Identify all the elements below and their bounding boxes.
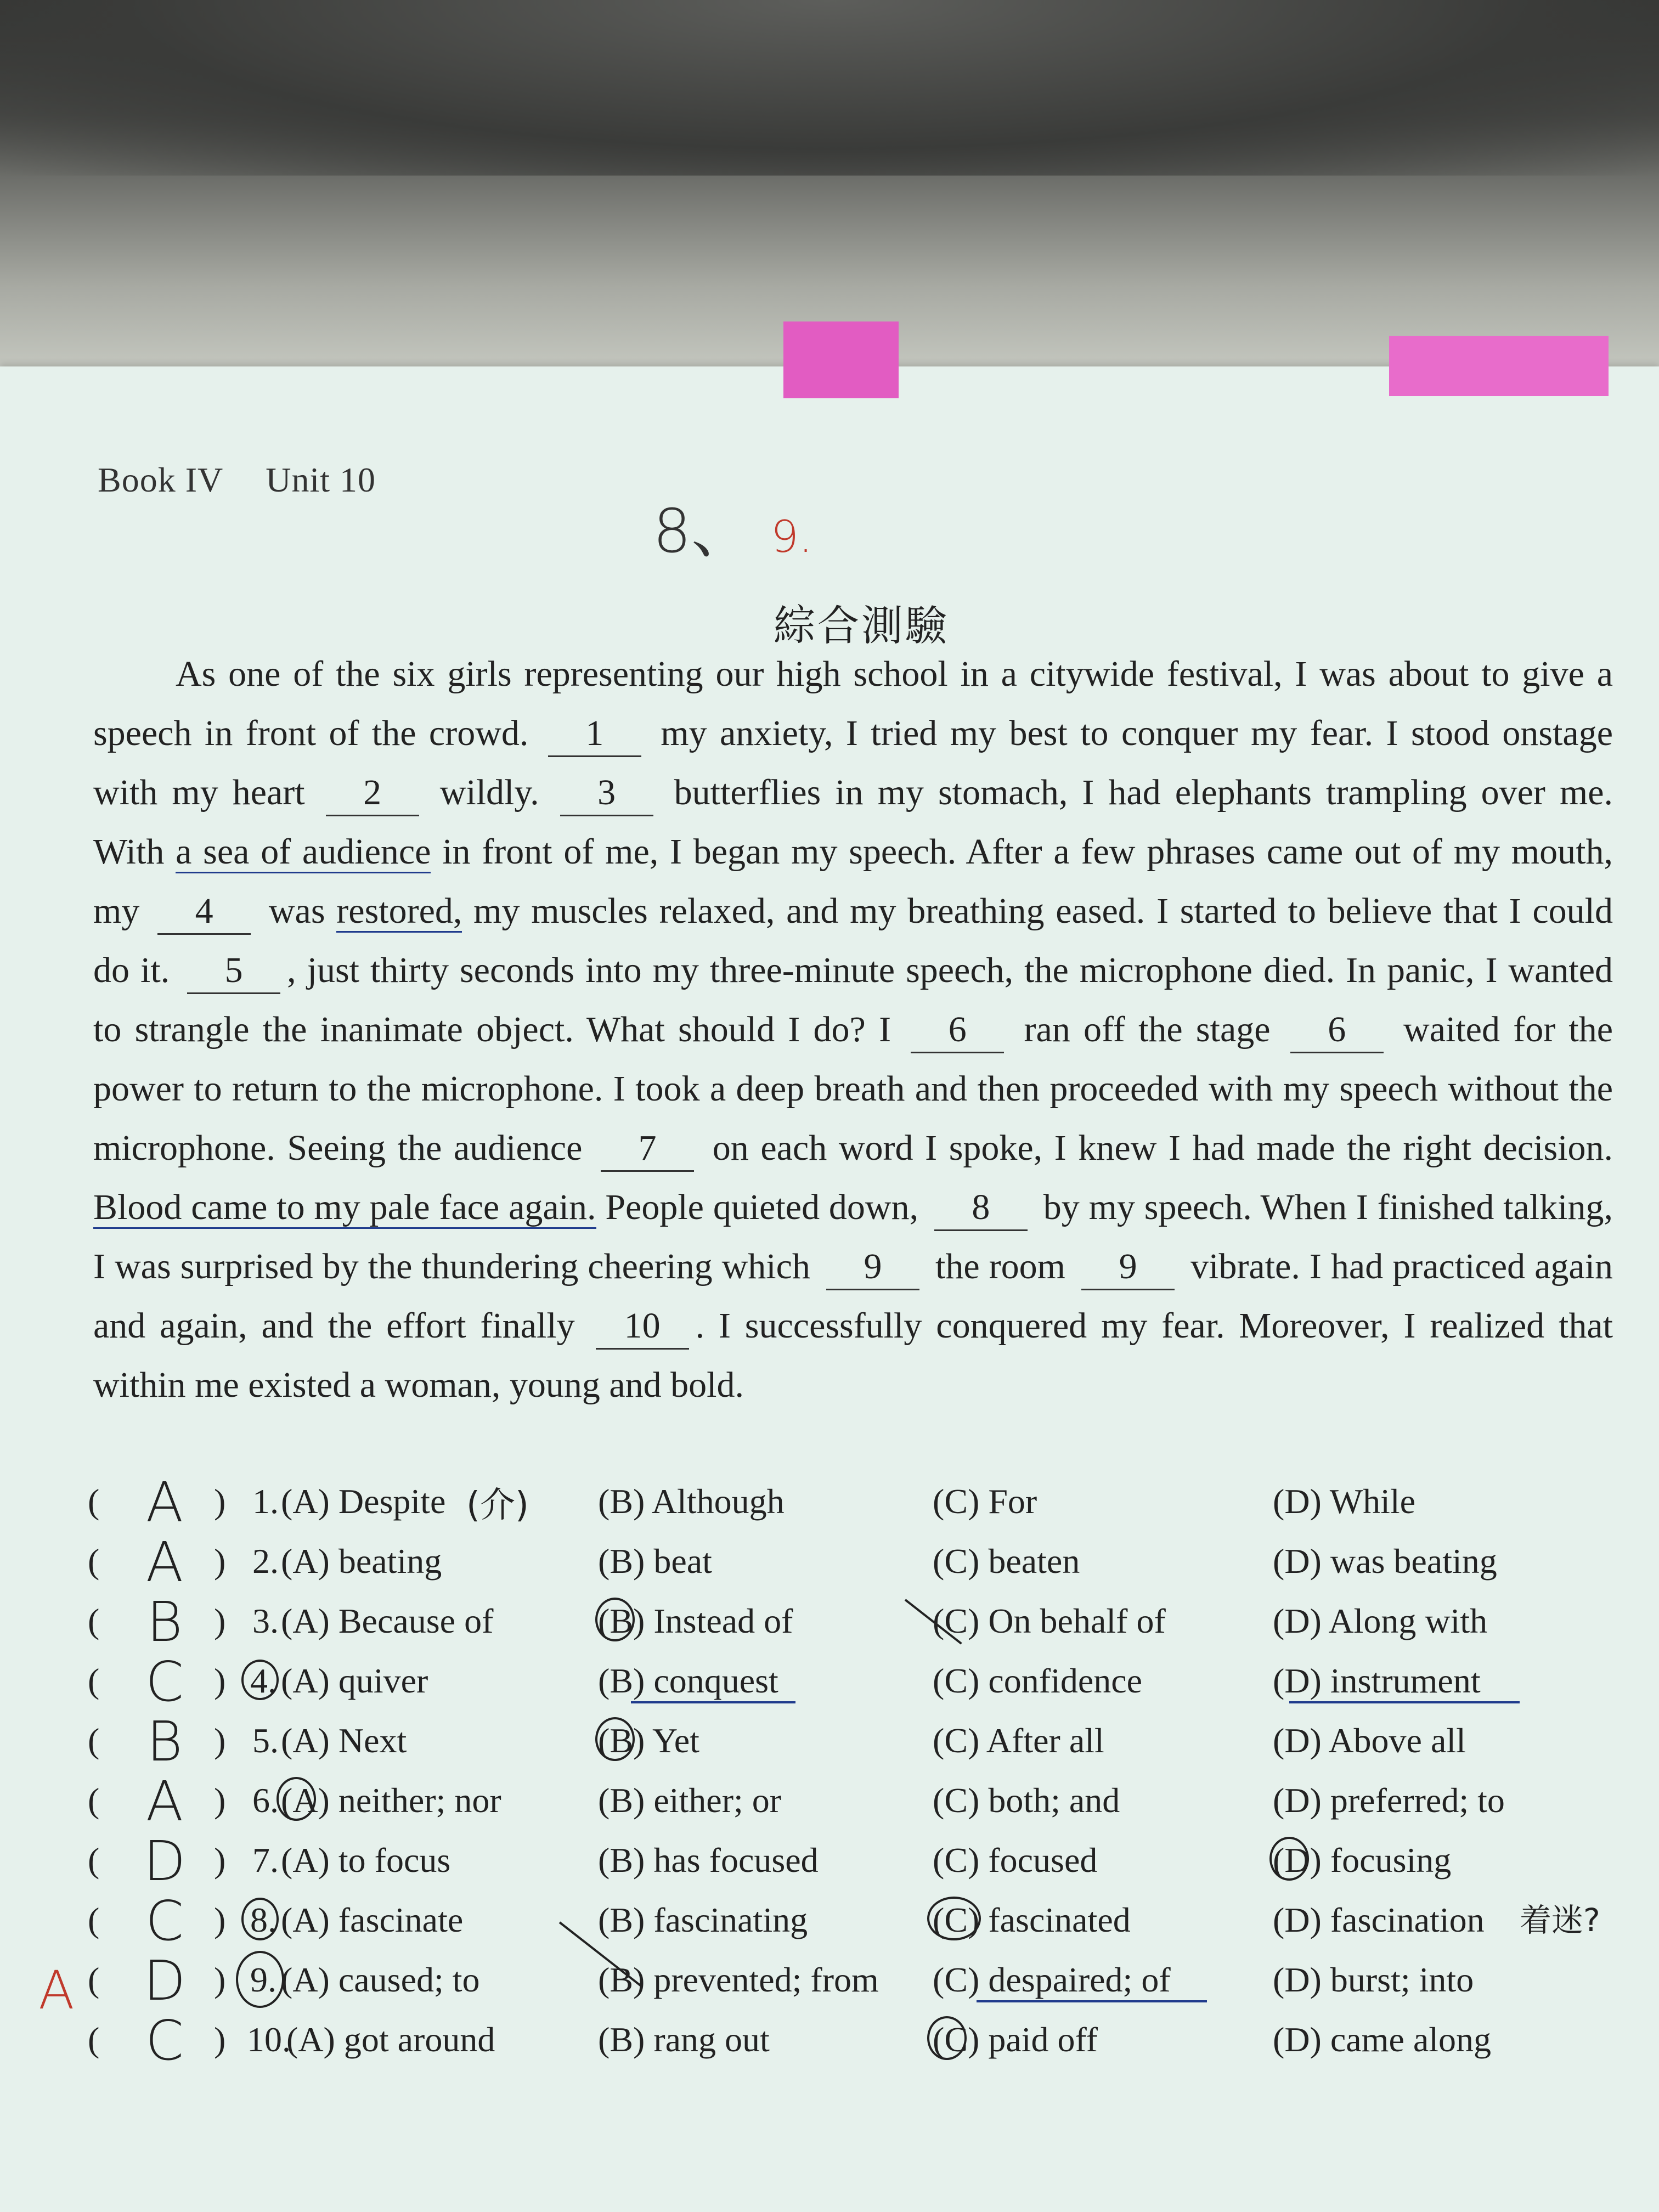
handwritten-page-note	[653, 483, 812, 569]
handwritten-answer: A	[145, 1470, 184, 1534]
handwritten-answer: D	[143, 1829, 186, 1893]
option-b: (B) has focused	[598, 1841, 819, 1880]
blank-2: 2	[326, 771, 419, 816]
option-c: (C) For	[933, 1482, 1037, 1521]
question-row: ( B ) 5. (A) Next (B) Yet (C) After all (D) Above all	[88, 1709, 1466, 1774]
option-a: (A) fascinate	[281, 1900, 464, 1939]
option-d: (D) While	[1273, 1482, 1416, 1521]
question-number: 7.	[252, 1841, 279, 1880]
question-row: ( A ) 1. (A) Despite (介) (B) Although (C) For (D) While	[88, 1470, 1416, 1534]
page-header	[98, 460, 409, 500]
option-b: (B) rang out	[598, 2020, 770, 2059]
question-row: ( C ) 8. (A) fascinate (B) fascinating (C) fascinated (D) fascination 着迷?	[88, 1889, 1600, 1953]
handwritten-note: 着迷?	[1520, 1901, 1600, 1939]
question-number: 8.	[250, 1900, 276, 1939]
question-row: A ( D ) 9. (A) caused; to (B) prevented; from (C) despaired; of (D) burst; into	[88, 1954, 1624, 2014]
option-b: (B) fascinating	[598, 1900, 808, 1939]
option-d: (D) Above all	[1273, 1721, 1466, 1760]
handwritten-underline	[977, 2000, 1207, 2002]
option-d: (D) was beating	[1273, 1542, 1497, 1581]
blank-10: 10	[596, 1304, 689, 1350]
question-number: 6.	[252, 1781, 279, 1820]
option-c: (C) fascinated	[933, 1900, 1131, 1939]
question-number: 2.	[252, 1542, 279, 1581]
book-label: Book IV	[98, 460, 224, 499]
blank-6b: 6	[1290, 1008, 1384, 1053]
blank-8: 8	[934, 1186, 1028, 1231]
question-number: 9.	[250, 1960, 276, 1999]
red-correction: A	[38, 1960, 75, 2021]
option-b: (B) beat	[598, 1542, 712, 1581]
option-b: (B) conquest	[598, 1661, 778, 1700]
passage-text: waited for the power to return to the microphone. I took a deep breath and then proceeded with my speech without the microphone. Seeing the audience	[93, 1009, 1613, 1168]
option-a: (A) Despite	[281, 1482, 446, 1521]
option-d: (D) burst; into	[1273, 1960, 1474, 1999]
passage-text: my muscles relaxed, and my breathing eased. I started to believe that I could do it.	[93, 891, 1613, 990]
blank-9a: 9	[826, 1245, 919, 1290]
handwritten-underline	[631, 1701, 795, 1703]
handwritten-answer: A	[145, 1769, 184, 1833]
passage-text: my anxiety, I tried my best to conquer my fear. I stood onstage with my heart	[93, 713, 1613, 812]
handwritten-answer: A	[145, 1530, 184, 1594]
felt-shadow	[0, 0, 1659, 176]
blank-5: 5	[187, 949, 280, 994]
passage-text: . I successfully conquered my fear. Moreover, I realized that within me existed a woman, young and bold.	[93, 1306, 1613, 1405]
question-row: ( A ) 2. (A) beating (B) beat (C) beaten (D) was beating	[88, 1530, 1497, 1594]
blank-1: 1	[548, 712, 641, 757]
blank-4: 4	[157, 889, 251, 935]
passage-text: People quieted down,	[605, 1187, 919, 1227]
option-d: (D) focusing	[1273, 1841, 1452, 1880]
blank-6a: 6	[911, 1008, 1004, 1053]
passage-text: by my speech. When I finished talking, I was surprised by the thundering cheering which	[93, 1187, 1613, 1286]
option-d: (D) came along	[1273, 2020, 1492, 2059]
passage-text: in front of me, I began my speech. After a few phrases came out of my mouth, my	[93, 832, 1613, 931]
passage-text: butterflies in my stomach, I had elephants trampling over me. With	[93, 772, 1613, 872]
option-a: (A) to focus	[281, 1841, 451, 1880]
blank-7: 7	[601, 1126, 694, 1172]
question-row: ( C ) 4. (A) quiver (B) conquest (C) confidence (D) instrument	[88, 1655, 1624, 1715]
underlined-word: restored,	[336, 891, 462, 933]
question-row: ( B ) 3. (A) Because of (B) Instead of (C) On behalf of (D) Along with	[88, 1590, 1488, 1654]
passage-text: , just thirty seconds into my three-minute speech, the microphone died. In panic, I wanted to strangle the inanimate object. What should I do? I	[93, 950, 1613, 1049]
question-row: ( A ) 6. (A) neither; nor (B) either; or (C) both; and (D) preferred; to	[88, 1769, 1505, 1833]
option-b: (B) either; or	[598, 1781, 782, 1820]
option-b: (B) Yet	[598, 1721, 699, 1760]
passage-text: the room	[935, 1246, 1066, 1286]
blank-9b: 9	[1081, 1245, 1175, 1290]
cloze-passage	[93, 645, 1613, 1415]
underlined-sentence: Blood came to my pale face again.	[93, 1187, 596, 1229]
unit-label: Unit 10	[266, 460, 376, 499]
option-d: (D) instrument	[1273, 1661, 1481, 1700]
question-number: 3.	[252, 1601, 279, 1640]
question-number: 4.	[250, 1661, 276, 1700]
option-a: (A) Because of	[281, 1601, 494, 1640]
question-number: 10.	[247, 2020, 291, 2059]
passage-text: As one of the six girls representing our high school in a citywide festival, I was about to give a speech in front of the crowd.	[93, 654, 1613, 753]
handwritten-answer: B	[146, 1709, 183, 1774]
underlined-phrase: a sea of audience	[176, 832, 431, 873]
option-a: (A) got around	[286, 2020, 495, 2059]
pink-sticky-tab	[1389, 336, 1609, 396]
handwritten-answer: C	[145, 1889, 184, 1953]
question-list	[38, 1470, 1624, 2074]
handwritten-note: (介)	[466, 1485, 529, 1526]
handwritten-answer: B	[146, 1590, 183, 1654]
option-b: (B) prevented; from	[598, 1960, 879, 1999]
passage-text: vibrate. I had practiced again and again, and the effort finally	[93, 1246, 1613, 1346]
passage-text: wildly.	[439, 772, 539, 812]
option-c: (C) both; and	[933, 1781, 1120, 1820]
handwritten-answer: C	[145, 2008, 184, 2073]
question-number: 5.	[252, 1721, 279, 1760]
option-a: (A) quiver	[281, 1661, 428, 1700]
option-c: (C) paid off	[933, 2020, 1098, 2059]
pink-sticky-tab	[783, 321, 899, 398]
blank-3: 3	[560, 771, 653, 816]
passage-text: was	[268, 891, 325, 931]
option-c: (C) despaired; of	[933, 1960, 1171, 1999]
question-row: ( C ) 10. (A) got around (B) rang out (C) paid off (D) came along	[88, 2008, 1492, 2073]
option-a: (A) beating	[281, 1542, 442, 1581]
option-a: (A) caused; to	[281, 1960, 480, 1999]
option-c: (C) After all	[933, 1721, 1104, 1760]
section-title: 綜合測驗	[774, 601, 949, 650]
option-c: (C) confidence	[933, 1661, 1143, 1700]
handwritten-answer: D	[143, 1949, 186, 2013]
passage-text: ran off the stage	[1024, 1009, 1271, 1049]
option-d: (D) Along with	[1273, 1601, 1488, 1640]
option-b: (B) Although	[598, 1482, 785, 1521]
option-a: (A) Next	[281, 1721, 407, 1760]
option-c: (C) focused	[933, 1841, 1098, 1880]
option-c: (C) On behalf of	[933, 1601, 1166, 1640]
option-b: (B) Instead of	[598, 1601, 793, 1640]
question-number: 1.	[252, 1482, 279, 1521]
option-c: (C) beaten	[933, 1542, 1080, 1581]
handwritten-red-number: 9.	[770, 511, 813, 562]
question-row: ( D ) 7. (A) to focus (B) has focused (C) focused (D) focusing	[88, 1829, 1452, 1893]
handwritten-answer: C	[145, 1650, 184, 1714]
option-a: (A) neither; nor	[281, 1781, 501, 1820]
option-d: (D) fascination	[1273, 1900, 1485, 1939]
handwritten-number: 8、	[653, 496, 752, 566]
handwritten-underline	[1289, 1701, 1520, 1703]
passage-text: on each word I spoke, I knew I had made the right decision.	[712, 1128, 1613, 1168]
option-d: (D) preferred; to	[1273, 1781, 1505, 1820]
